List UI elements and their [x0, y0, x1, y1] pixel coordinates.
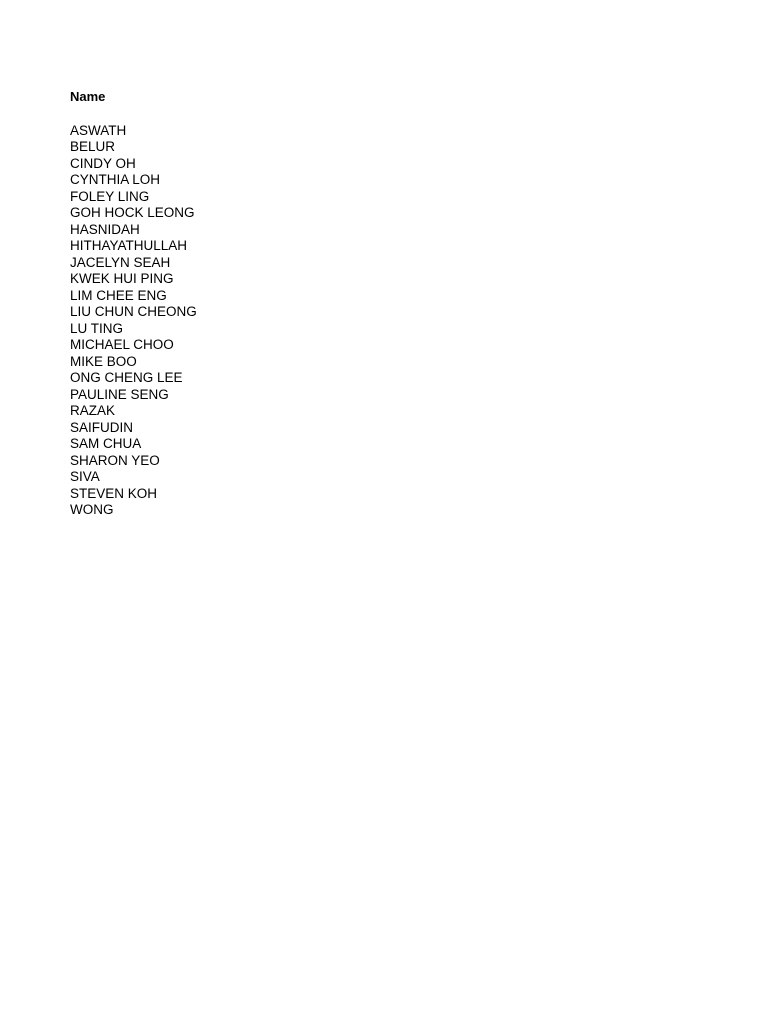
name-row: LU TING [70, 320, 124, 336]
name-row: STEVEN KOH [70, 485, 158, 501]
name-row: JACELYN SEAH [70, 254, 171, 270]
name-row: LIU CHUN CHEONG [70, 304, 197, 319]
name-row: ONG CHENG LEE [70, 370, 183, 385]
name-row: HASNIDAH [70, 221, 140, 237]
name-row: SIVA [70, 469, 100, 484]
name-row: WONG [70, 502, 114, 517]
name-row: RAZAK [70, 403, 116, 418]
name-row: LIM CHEE ENG [70, 287, 167, 303]
name-row: GOH HOCK LEONG [70, 205, 195, 220]
name-row: ASWATH [70, 122, 127, 138]
name-row: KWEK HUI PING [70, 271, 174, 286]
name-row: CINDY OH [70, 155, 136, 171]
name-row: SAIFUDIN [70, 419, 134, 435]
name-row: MIKE BOO [70, 353, 137, 369]
column-header-name: Name [70, 89, 106, 104]
name-row: CYNTHIA LOH [70, 172, 161, 187]
name-list-sheet [70, 89, 197, 519]
name-row: SHARON YEO [70, 452, 160, 468]
name-row: FOLEY LING [70, 188, 150, 204]
name-row: BELUR [70, 139, 116, 154]
name-row: HITHAYATHULLAH [70, 238, 188, 253]
name-list [70, 123, 197, 519]
name-row: SAM CHUA [70, 436, 142, 451]
name-row: PAULINE SENG [70, 386, 169, 402]
name-row: MICHAEL CHOO [70, 337, 174, 352]
